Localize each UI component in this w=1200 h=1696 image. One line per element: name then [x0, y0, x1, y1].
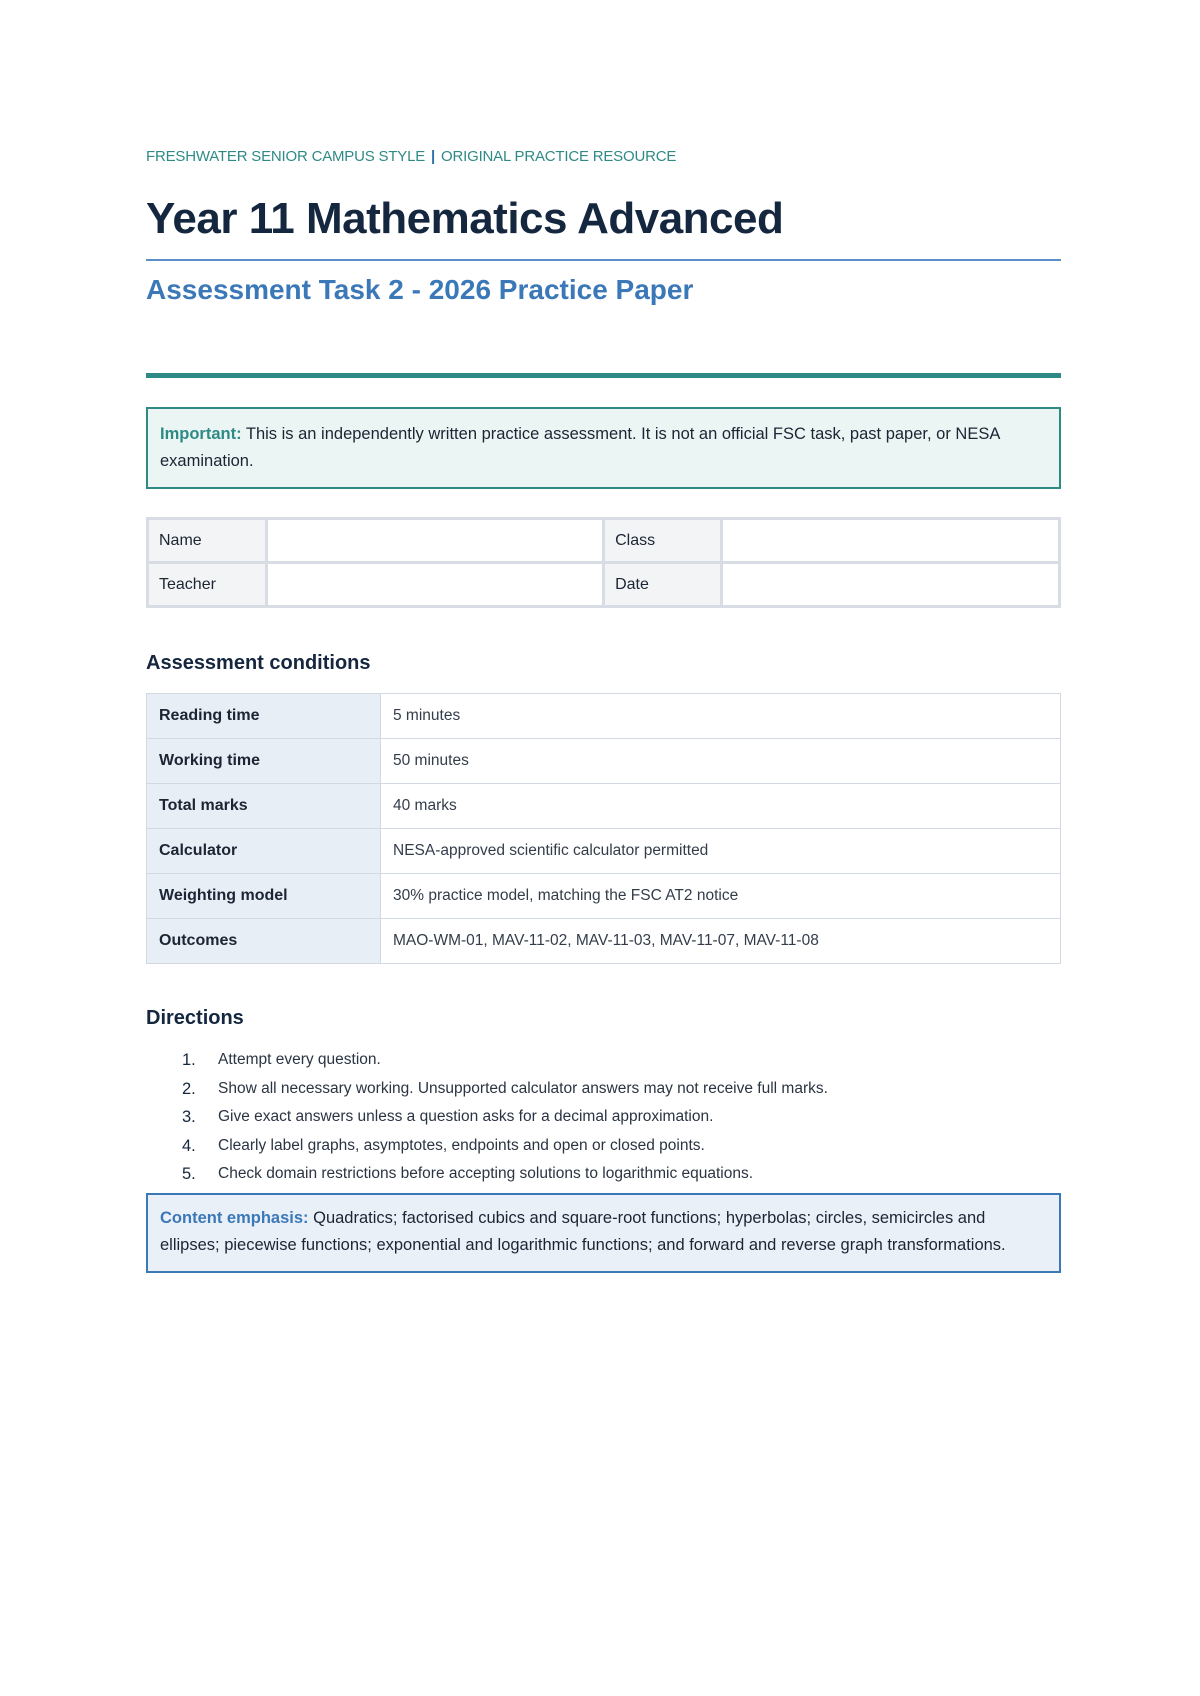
- table-row: [147, 919, 1061, 964]
- table-row: [147, 694, 1061, 739]
- directions-heading: Directions: [146, 1007, 244, 1029]
- directions-list: [146, 1046, 828, 1189]
- list-item: [146, 1046, 828, 1075]
- list-item: [146, 1160, 828, 1189]
- condition-label: Weighting model: [147, 874, 381, 919]
- important-notice: [146, 407, 1061, 489]
- name-label: Name: [148, 519, 267, 563]
- kicker-right: ORIGINAL PRACTICE RESOURCE: [441, 148, 677, 165]
- condition-value: 30% practice model, matching the FSC AT2 notice: [381, 874, 1061, 919]
- teacher-field[interactable]: [266, 563, 604, 607]
- student-info-table: [146, 517, 1061, 608]
- table-row: [147, 784, 1061, 829]
- condition-value: MAO-WM-01, MAV-11-02, MAV-11-03, MAV-11-07, MAV-11-08: [381, 919, 1061, 964]
- date-label: Date: [604, 563, 722, 607]
- list-text: Give exact answers unless a question asks for a decimal approximation.: [218, 1108, 714, 1125]
- condition-value: 40 marks: [381, 784, 1061, 829]
- condition-label: Working time: [147, 739, 381, 784]
- conditions-heading: Assessment conditions: [146, 652, 371, 674]
- section-divider: [146, 373, 1061, 378]
- list-text: Attempt every question.: [218, 1051, 381, 1068]
- condition-value: 50 minutes: [381, 739, 1061, 784]
- notice-text: This is an independently written practice assessment. It is not an official FSC task, past paper, or NESA examination.: [160, 425, 1000, 470]
- table-row: [147, 739, 1061, 784]
- condition-label: Reading time: [147, 694, 381, 739]
- list-item: [146, 1103, 828, 1132]
- table-row: [147, 829, 1061, 874]
- date-field[interactable]: [722, 563, 1060, 607]
- emphasis-text: Quadratics; factorised cubics and square-root functions; hyperbolas; circles, semicircles and ellipses; piecewise functions; exponential and logarithmic functions; and forward and reverse graph transformations.: [160, 1209, 1006, 1254]
- list-text: Check domain restrictions before accepting solutions to logarithmic equations.: [218, 1165, 754, 1182]
- content-emphasis-box: [146, 1193, 1061, 1273]
- teacher-label: Teacher: [148, 563, 267, 607]
- table-row: [148, 563, 1060, 607]
- header-kicker: [146, 148, 676, 165]
- list-number: 3.: [182, 1108, 196, 1126]
- name-field[interactable]: [266, 519, 604, 563]
- class-field[interactable]: [722, 519, 1060, 563]
- list-number: 4.: [182, 1136, 196, 1155]
- condition-label: Calculator: [147, 829, 381, 874]
- condition-label: Outcomes: [147, 919, 381, 964]
- conditions-table: [146, 693, 1061, 964]
- notice-lead: Important:: [160, 425, 242, 443]
- table-row: [147, 874, 1061, 919]
- page-subtitle: Assessment Task 2 - 2026 Practice Paper: [146, 274, 694, 305]
- list-number: 2.: [182, 1079, 196, 1098]
- condition-label: Total marks: [147, 784, 381, 829]
- list-item: [146, 1132, 828, 1161]
- title-divider: [146, 259, 1061, 261]
- condition-value: NESA-approved scientific calculator permitted: [381, 829, 1061, 874]
- kicker-left: FRESHWATER SENIOR CAMPUS STYLE: [146, 148, 426, 165]
- class-label: Class: [604, 519, 722, 563]
- list-text: Clearly label graphs, asymptotes, endpoints and open or closed points.: [218, 1136, 705, 1154]
- kicker-separator: |: [431, 148, 436, 165]
- condition-value: 5 minutes: [381, 694, 1061, 739]
- list-item: [146, 1075, 828, 1104]
- list-text: Show all necessary working. Unsupported calculator answers may not receive full marks.: [218, 1079, 828, 1097]
- list-number: 1.: [182, 1051, 196, 1069]
- page-title: Year 11 Mathematics Advanced: [146, 194, 784, 243]
- table-row: [148, 519, 1060, 563]
- emphasis-lead: Content emphasis:: [160, 1209, 309, 1227]
- list-number: 5.: [182, 1165, 196, 1183]
